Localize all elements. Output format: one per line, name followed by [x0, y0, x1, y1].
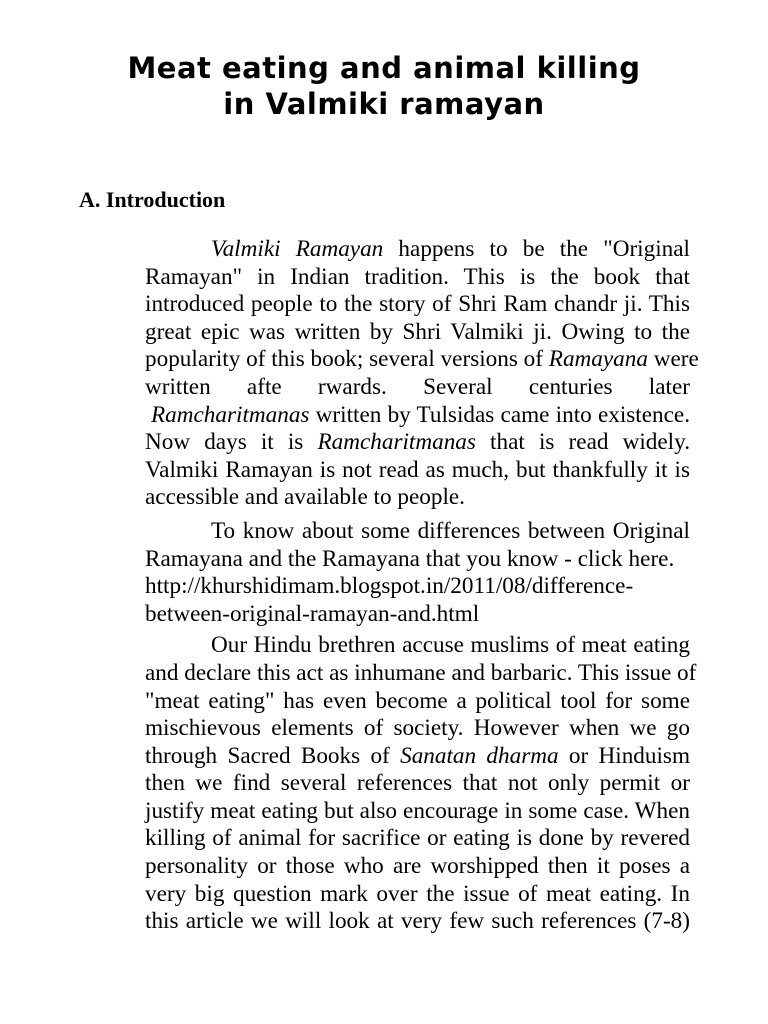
- url-line: between-original-ramayan-and.html: [145, 600, 480, 627]
- paragraph-line: introduced people to the story of Shri Ram chandr ji. This: [145, 291, 690, 318]
- paragraph-line: great epic was written by Shri Valmiki ji. Owing to the: [145, 318, 690, 345]
- paragraph-line: killing of animal for sacrifice or eating is done by revered: [145, 825, 690, 852]
- paragraph-line: accessible and available to people.: [145, 484, 465, 511]
- text-run: Now days it is: [145, 429, 318, 456]
- page-title: [0, 50, 768, 122]
- paragraph-line: "meat eating" has even become a political tool for some: [145, 687, 690, 714]
- title-line-2: in Valmiki ramayan: [223, 87, 545, 121]
- paragraph-line: Ramayan" in Indian tradition. This is the book that: [145, 263, 690, 290]
- text-run: or Hinduism: [558, 742, 690, 769]
- paragraph-line: [79, 402, 690, 430]
- paragraph-line: personality or those who are worshipped then it poses a: [145, 853, 690, 880]
- paragraph-line: [79, 346, 699, 374]
- paragraph-2: [79, 518, 690, 628]
- text-run: through Sacred Books of: [145, 742, 401, 769]
- paragraph-1: [79, 236, 699, 512]
- paragraph-line: To know about some differences between Original: [211, 517, 690, 544]
- text-run: that is read widely.: [475, 429, 690, 456]
- paragraph-line: [79, 429, 690, 457]
- paragraph-line: [79, 743, 690, 771]
- italic-title: Ramayana: [548, 346, 648, 373]
- document-body: [79, 186, 699, 940]
- paragraph-line: written afte rwards. Several centuries later: [145, 373, 690, 400]
- text-run: written by Tulsidas came into existence.: [309, 401, 690, 428]
- title-line-1: Meat eating and animal killing: [127, 51, 641, 85]
- text-run: happens to be the "Original: [383, 236, 690, 262]
- paragraph-line: Our Hindu brethren accuse muslims of meat eating: [211, 632, 690, 659]
- paragraph-line: Ramayana and the Ramayana that you know - click here.: [145, 545, 675, 572]
- paragraph-line: then we find several references that not only permit or: [145, 770, 690, 797]
- paragraph-line: and declare this act as inhumane and barbaric. This issue of: [145, 659, 697, 686]
- paragraph-3: [79, 632, 697, 936]
- paragraph-line: mischievous elements of society. However when we go: [145, 715, 690, 742]
- text-run: were: [647, 346, 699, 373]
- section-heading: A. Introduction: [79, 187, 226, 212]
- paragraph-line: Valmiki Ramayan is not read as much, but thankfully it is: [145, 456, 690, 483]
- paragraph-line: justify meat eating but also encourage in some case. When: [145, 797, 690, 824]
- text-run: popularity of this book; several versions of: [145, 346, 549, 373]
- paragraph-line: very big question mark over the issue of meat eating. In: [145, 880, 690, 907]
- italic-title: Ramcharitmanas: [151, 401, 310, 428]
- paragraph-line: [79, 236, 690, 264]
- italic-title: Valmiki Ramayan: [211, 236, 384, 262]
- paragraph-line: this article we will look at very few such references (7-8): [145, 908, 690, 935]
- italic-term: Sanatan dharma: [400, 742, 559, 769]
- italic-title: Ramcharitmanas: [317, 429, 476, 456]
- url-line: http://khurshidimam.blogspot.in/2011/08/difference-: [145, 573, 634, 600]
